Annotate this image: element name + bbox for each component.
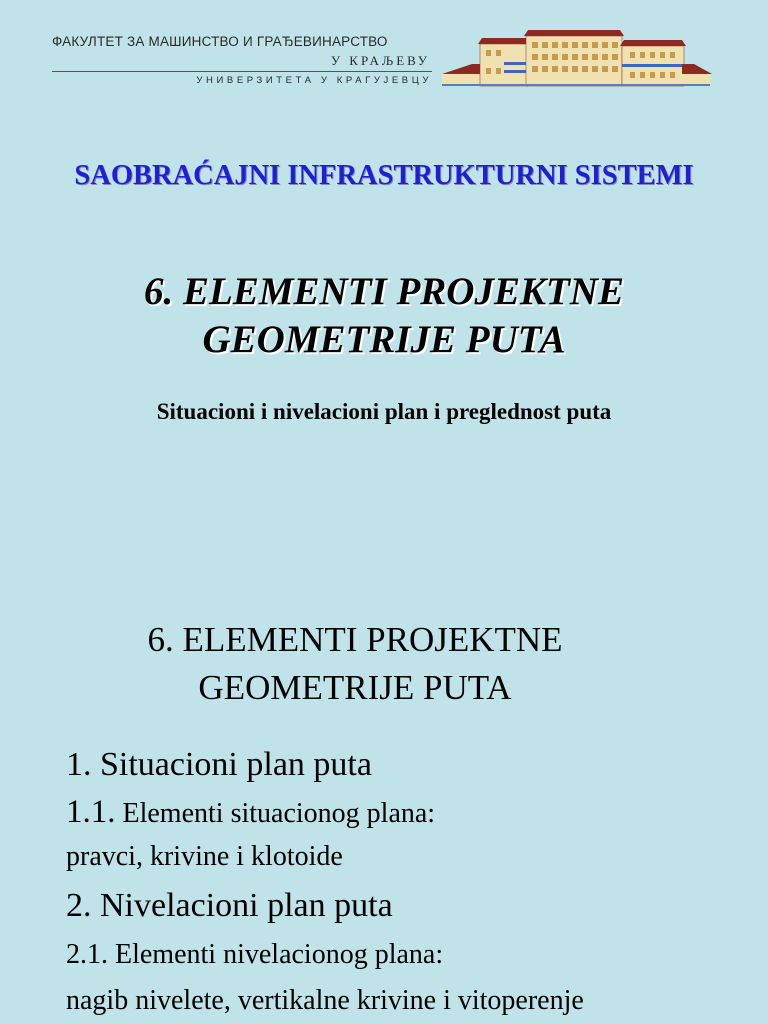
list-item [66, 790, 766, 834]
list-item: pravci, krivine i klotoide [66, 841, 343, 872]
lecture-title-line1: 6. ELEMENTI PROJEKTNE [144, 270, 624, 313]
faculty-name: ФАКУЛТЕТ ЗА МАШИНСТВО И ГРАЂЕВИНАРСТВО [52, 34, 388, 49]
faculty-name-block [52, 34, 432, 86]
lecture-subtitle: Situacioni i nivelacioni plan i preglednost puta [156, 399, 612, 424]
outline-slide [0, 512, 768, 1024]
outline-list [66, 740, 766, 1024]
header-divider [52, 71, 432, 72]
outline-title-line2: GEOMETRIJE PUTA [198, 668, 512, 707]
university-name: УНИВЕРЗИТЕТА У КРАГУЈЕВЦУ [196, 75, 432, 86]
lecture-title [0, 268, 768, 364]
lecture-title-line2: GEOMETRIJE PUTA [202, 318, 566, 361]
list-item-text: Elementi situacionog plana: [115, 798, 436, 829]
list-item-number: 1.1. [66, 794, 116, 830]
outline-title [0, 616, 710, 712]
list-item: nagib nivelete, vertikalne krivine i vitoperenje [66, 985, 584, 1016]
course-title: SAOBRAĆAJNI INFRASTRUKTURNI SISTEMI [74, 160, 694, 191]
outline-title-line1: 6. ELEMENTI PROJEKTNE [147, 620, 563, 659]
list-item: 1. Situacioni plan puta [66, 746, 372, 783]
faculty-building-logo [442, 28, 712, 90]
list-item: 2. Nivelacioni plan puta [66, 887, 393, 924]
faculty-city: У КРАЉЕВУ [330, 53, 430, 68]
list-item: 2.1. Elementi nivelacionog plana: [66, 939, 444, 970]
